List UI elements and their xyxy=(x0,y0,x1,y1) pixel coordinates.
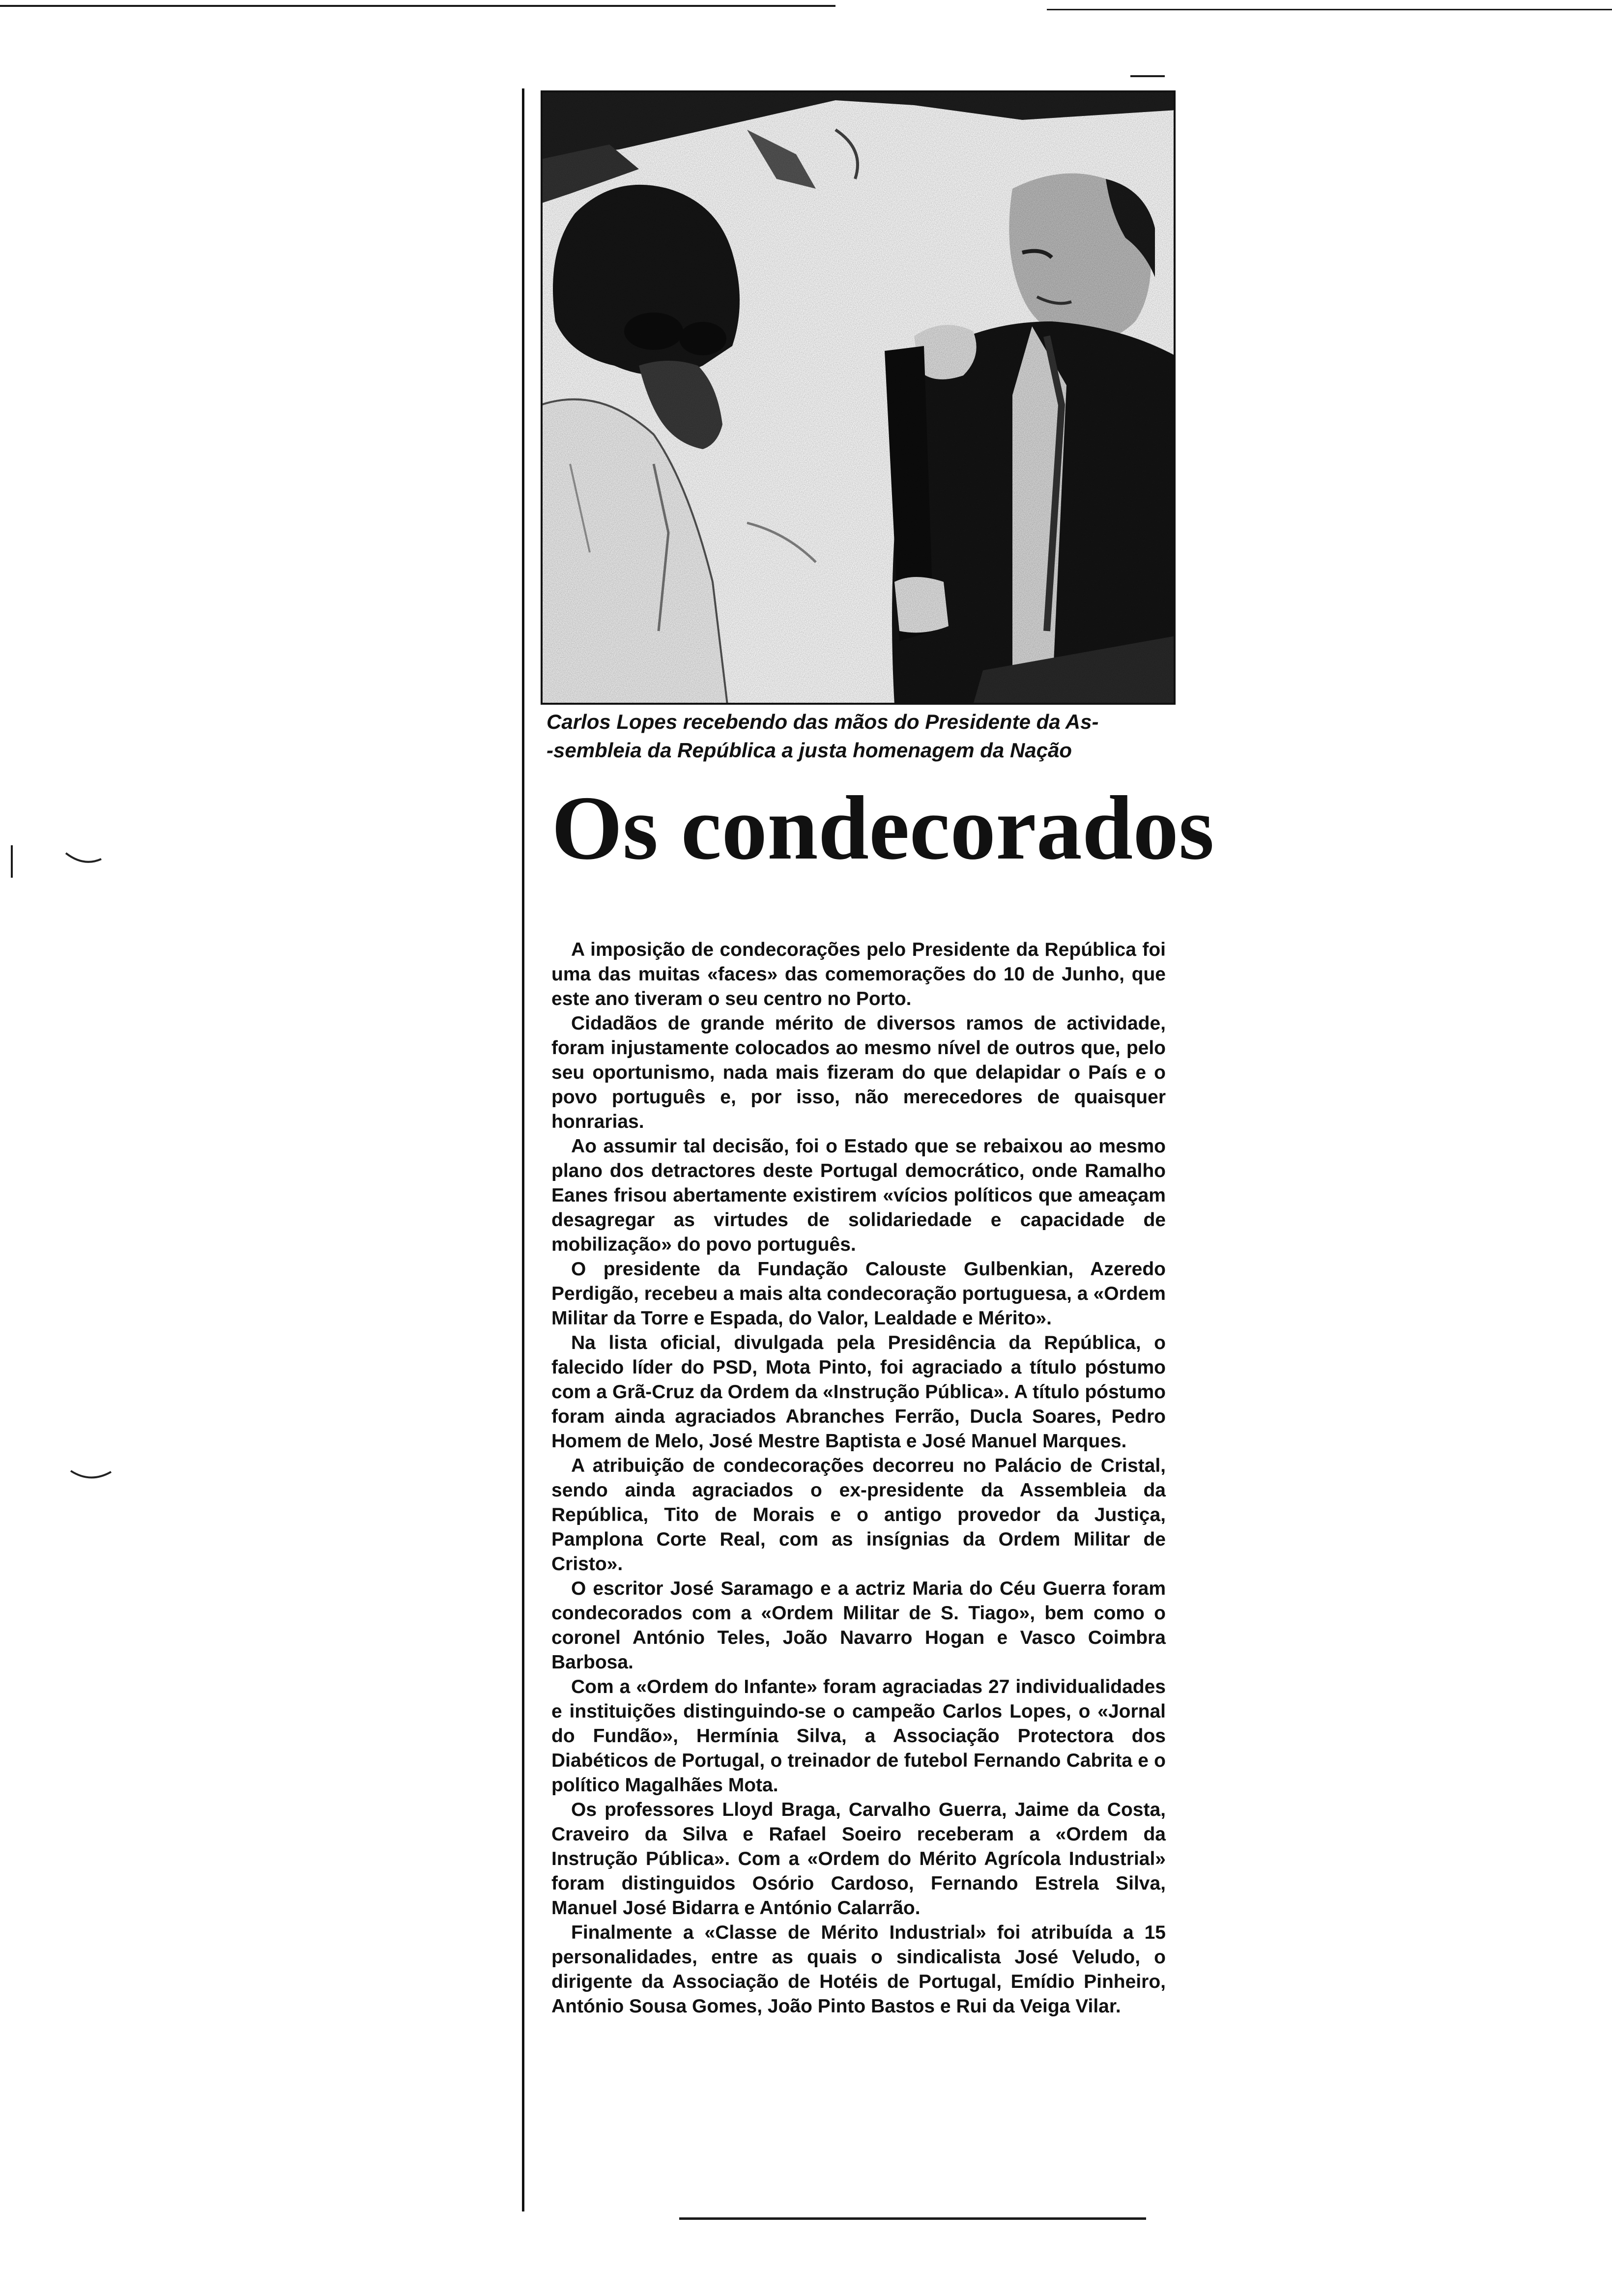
article-paragraph: O presidente da Fundação Calouste Gulbenkian, Azeredo Perdigão, recebeu a mais alta condecoração portuguesa, a «Ordem Militar da Torre e Espada, do Valor, Lealdade e Mérito». xyxy=(551,1259,1166,1329)
column-rule xyxy=(522,88,524,2211)
headline: Os condecorados xyxy=(551,777,1214,879)
scan-top-line-right xyxy=(1047,9,1612,10)
article-paragraph: O escritor José Saramago e a actriz Maria do Céu Guerra foram condecorados com a «Ordem Militar de S. Tiago», bem como o coronel António Teles, João Navarro Hogan e Vasco Coimbra Barbosa. xyxy=(551,1578,1166,1673)
bottom-rule xyxy=(679,2217,1146,2220)
article-paragraph: Cidadãos de grande mérito de diversos ramos de actividade, foram injustamente colocados ao mesmo nível de outros que, pelo seu oportunismo, nada mais fizeram do que delapidar o País e o povo português e, por isso, não merecedores de quaisquer honrarias. xyxy=(551,1013,1166,1132)
news-photo xyxy=(541,90,1176,705)
article-paragraph: A atribuição de condecorações decorreu no Palácio de Cristal, sendo ainda agraciados o ex-presidente da Assembleia da República, Tito de Morais e o antigo provedor da Justiça, Pamplona Corte Real, com as insígnias da Ordem Militar de Cristo». xyxy=(551,1455,1166,1575)
article-paragraph: A imposição de condecorações pelo Presidente da República foi uma das muitas «faces» das comemorações do 10 de Junho, que este ano tiveram o seu centro no Porto. xyxy=(551,939,1166,1009)
article-paragraph: Ao assumir tal decisão, foi o Estado que se rebaixou ao mesmo plano dos detractores deste Portugal democrático, onde Ramalho Eanes frisou abertamente existirem «vícios políticos que ameaçam desagregar as virtudes de solidariedade e capacidade de mobilização» do povo português. xyxy=(551,1136,1166,1255)
caption-line: -sembleia da República a justa homenagem da Nação xyxy=(547,739,1072,762)
article-paragraph: Com a «Ordem do Infante» foram agraciadas 27 individualidades e instituições distinguindo-se o campeão Carlos Lopes, o «Jornal do Fundão», Hermínia Silva, a Associação Protectora dos Diabéticos de Portugal, o treinador de futebol Fernando Cabrita e o político Magalhães Mota. xyxy=(551,1676,1166,1796)
punch-hole-mark-bottom xyxy=(69,1467,113,1487)
scan-corner-dash xyxy=(1130,75,1165,77)
scan-top-line xyxy=(0,5,835,7)
newspaper-clipping xyxy=(522,88,1214,2211)
scan-left-tick xyxy=(11,845,13,878)
photo-caption xyxy=(547,708,1171,765)
caption-line: Carlos Lopes recebendo das mãos do Presidente da As- xyxy=(547,710,1099,733)
punch-hole-mark-top xyxy=(64,850,103,870)
article-paragraph: Finalmente a «Classe de Mérito Industrial» foi atribuída a 15 personalidades, entre as quais o sindicalista José Veludo, o dirigente da Associação de Hotéis de Portugal, Emídio Pinheiro, António Sousa Gomes, João Pinto Bastos e Rui da Veiga Vilar. xyxy=(551,1922,1166,2017)
article-body xyxy=(551,938,1166,2019)
article-paragraph: Na lista oficial, divulgada pela Presidência da República, o falecido líder do PSD, Mota Pinto, foi agraciado a título póstumo com a Grã-Cruz da Ordem da «Instrução Pública». A título póstumo foram ainda agraciados Abranches Ferrão, Ducla Soares, Pedro Homem de Melo, José Mestre Baptista e José Manuel Marques. xyxy=(551,1332,1166,1452)
article-paragraph: Os professores Lloyd Braga, Carvalho Guerra, Jaime da Costa, Craveiro da Silva e Rafael Soeiro receberam a «Ordem da Instrução Pública». Com a «Ordem do Mérito Agrícola Industrial» foram distinguidos Osório Cardoso, Fernando Estrela Silva, Manuel José Bidarra e António Calarrão. xyxy=(551,1799,1166,1919)
